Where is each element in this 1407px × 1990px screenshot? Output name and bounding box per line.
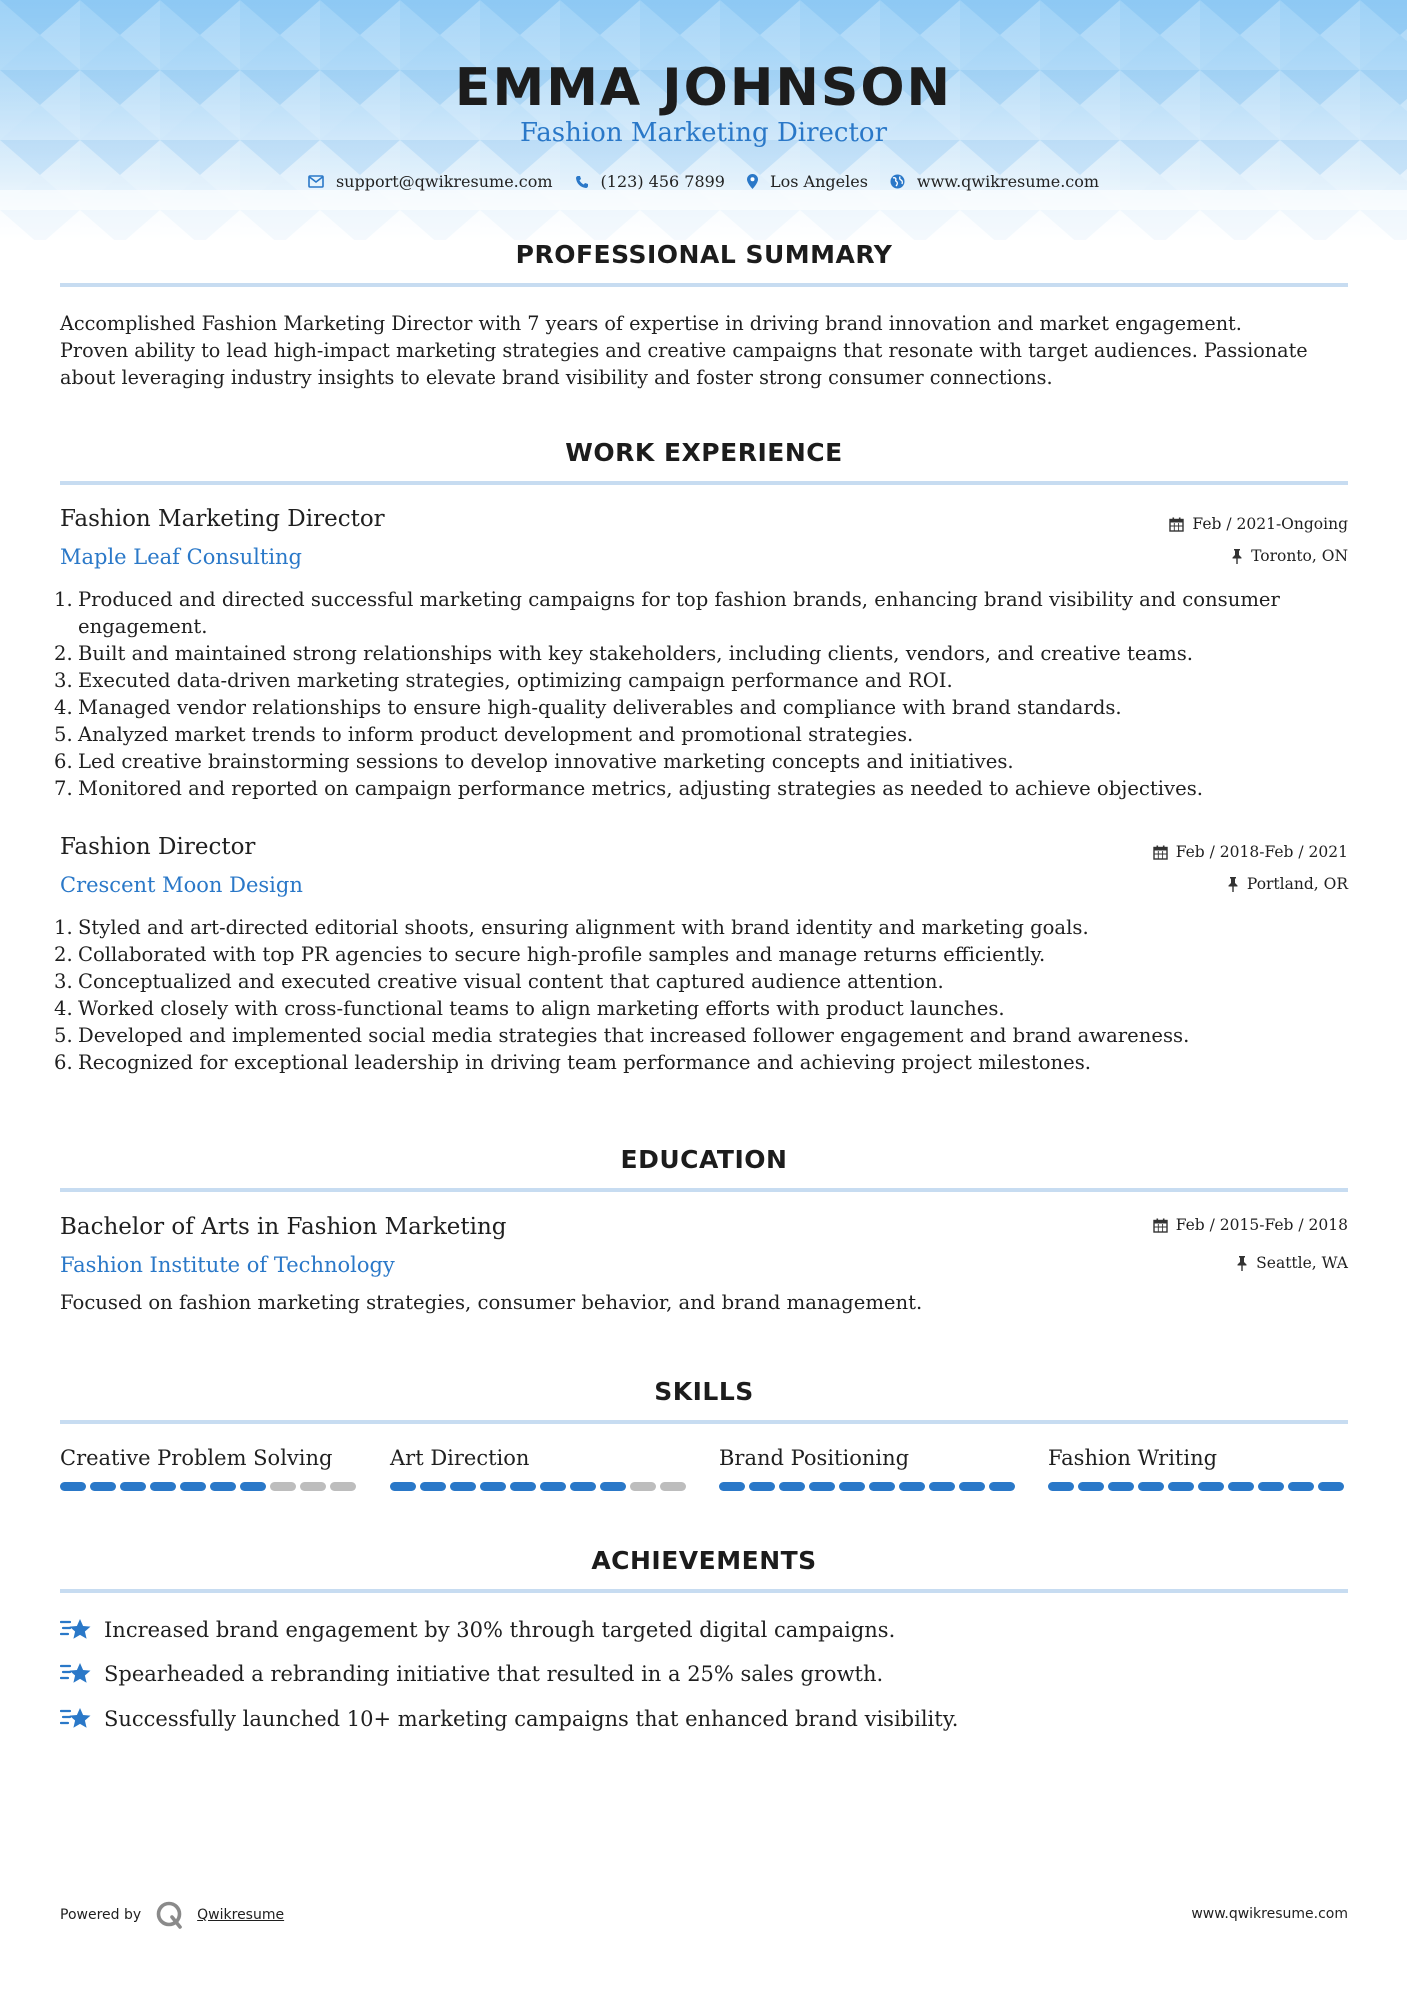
shooting-star-icon — [60, 1706, 92, 1732]
skill-segment-filled — [839, 1482, 865, 1491]
location-text: Toronto, ON — [1251, 547, 1348, 565]
phone-icon — [575, 175, 589, 189]
skill-segment-filled — [1078, 1482, 1104, 1491]
achievement-text: Increased brand engagement by 30% through targeted digital campaigns. — [104, 1618, 896, 1642]
skill-segment-filled — [719, 1482, 745, 1491]
skill-segment-filled — [180, 1482, 206, 1491]
list-item: 5. Analyzed market trends to inform product development and promotional strategies. — [54, 723, 914, 746]
candidate-name: EMMA JOHNSON — [454, 58, 953, 118]
skill-segment-filled — [1228, 1482, 1254, 1491]
skill-segment-filled — [60, 1482, 86, 1491]
skill-segment-filled — [929, 1482, 955, 1491]
skill-segment-filled — [120, 1482, 146, 1491]
skill-segment-filled — [809, 1482, 835, 1491]
skill-segment-empty — [270, 1482, 296, 1491]
location-text: Seattle, WA — [1256, 1254, 1348, 1272]
qwikresume-link[interactable]: Qwikresume — [197, 1907, 285, 1923]
education-dates — [1153, 1216, 1348, 1234]
pushpin-icon — [1227, 877, 1239, 892]
pushpin-icon — [1231, 549, 1243, 564]
skill-level-bar — [390, 1482, 690, 1491]
skill-segment-filled — [899, 1482, 925, 1491]
list-item: 1. Styled and art-directed editorial shoots, ensuring alignment with brand identity and marketing goals. — [54, 916, 1089, 939]
achievement-text: Successfully launched 10+ marketing campaigns that enhanced brand visibility. — [104, 1707, 959, 1731]
achievement-item — [60, 1617, 895, 1643]
skill-label: Art Direction — [390, 1446, 530, 1470]
calendar-icon — [1153, 845, 1168, 860]
education-description: Focused on fashion marketing strategies, consumer behavior, and brand management. — [60, 1291, 923, 1314]
skill-segment-filled — [1318, 1482, 1344, 1491]
skill-segment-filled — [1258, 1482, 1284, 1491]
list-item: 6. Led creative brainstorming sessions to develop innovative marketing concepts and initiatives. — [54, 750, 1014, 773]
achievements-heading: ACHIEVEMENTS — [591, 1546, 817, 1575]
contact-bar — [0, 172, 1407, 191]
skill-segment-filled — [1198, 1482, 1224, 1491]
job-dates — [1169, 515, 1348, 533]
phone-text: (123) 456 7899 — [600, 172, 725, 191]
job-duties-list — [54, 586, 1350, 802]
skill-segment-filled — [959, 1482, 985, 1491]
shooting-star-icon — [60, 1617, 92, 1643]
contact-location — [747, 172, 868, 191]
skill-level-bar — [60, 1482, 360, 1491]
skills-divider — [60, 1420, 1348, 1424]
list-item: 4. Managed vendor relationships to ensure high-quality deliverables and compliance with brand standards. — [54, 696, 1122, 719]
school-name: Fashion Institute of Technology — [60, 1253, 395, 1277]
skill-segment-filled — [420, 1482, 446, 1491]
list-item: 4. Worked closely with cross-functional teams to align marketing efforts with product launches. — [54, 997, 1005, 1020]
skill-segment-empty — [660, 1482, 686, 1491]
skill-segment-filled — [210, 1482, 236, 1491]
calendar-icon — [1169, 517, 1184, 532]
experience-heading: WORK EXPERIENCE — [565, 438, 843, 467]
job-location — [1227, 875, 1348, 893]
achievement-item — [60, 1661, 883, 1687]
summary-line: Proven ability to lead high-impact marketing strategies and creative campaigns that resonate with target audiences. Passionate — [60, 339, 1308, 362]
skill-segment-filled — [90, 1482, 116, 1491]
skill-segment-filled — [749, 1482, 775, 1491]
envelope-icon — [308, 175, 324, 188]
skill-segment-filled — [779, 1482, 805, 1491]
education-divider — [60, 1188, 1348, 1192]
location-text: Los Angeles — [769, 172, 868, 191]
list-item: 3. Conceptualized and executed creative visual content that captured audience attention. — [54, 970, 944, 993]
skill-item — [60, 1446, 360, 1491]
skill-item — [1048, 1446, 1348, 1491]
contact-email[interactable] — [308, 172, 553, 191]
list-item: 2. Built and maintained strong relationships with key stakeholders, including clients, vendors, and creative teams. — [54, 642, 1193, 665]
powered-by-label: Powered by — [60, 1907, 142, 1923]
job-company: Maple Leaf Consulting — [60, 545, 303, 569]
job-dates — [1153, 843, 1348, 861]
list-item: 2. Collaborated with top PR agencies to secure high-profile samples and manage returns efficiently. — [54, 943, 1046, 966]
skill-segment-filled — [450, 1482, 476, 1491]
footer-branding — [60, 1900, 284, 1930]
summary-divider — [60, 283, 1348, 287]
skill-level-bar — [1048, 1482, 1348, 1491]
achievement-text: Spearheaded a rebranding initiative that resulted in a 25% sales growth. — [104, 1662, 884, 1686]
job-location — [1231, 547, 1348, 565]
summary-text — [60, 310, 1350, 391]
email-text: support@qwikresume.com — [335, 172, 553, 191]
skill-segment-empty — [630, 1482, 656, 1491]
list-item: 1. Produced and directed successful marketing campaigns for top fashion brands, enhancing brand visibility and consumer engagement. — [54, 588, 1280, 638]
summary-line: about leveraging industry insights to elevate brand visibility and foster strong consumer connections. — [60, 366, 1053, 389]
skill-segment-filled — [510, 1482, 536, 1491]
skill-segment-filled — [540, 1482, 566, 1491]
skill-segment-filled — [869, 1482, 895, 1491]
skill-segment-empty — [300, 1482, 326, 1491]
qwikresume-logo-icon — [155, 1900, 185, 1930]
dates-text: Feb / 2018-Feb / 2021 — [1175, 843, 1348, 861]
list-item: 6. Recognized for exceptional leadership in driving team performance and achieving project milestones. — [54, 1051, 1092, 1074]
education-heading: EDUCATION — [620, 1145, 788, 1174]
skill-segment-filled — [1108, 1482, 1134, 1491]
footer-website-link[interactable]: www.qwikresume.com — [1191, 1906, 1348, 1922]
globe-icon — [890, 174, 905, 189]
skill-level-bar — [719, 1482, 1019, 1491]
candidate-title: Fashion Marketing Director — [519, 118, 888, 148]
skill-item — [719, 1446, 1019, 1491]
skill-segment-filled — [390, 1482, 416, 1491]
dates-text: Feb / 2021-Ongoing — [1192, 515, 1348, 533]
skill-segment-filled — [240, 1482, 266, 1491]
achievement-item — [60, 1706, 958, 1732]
pushpin-icon — [1236, 1256, 1248, 1271]
skill-segment-filled — [600, 1482, 626, 1491]
contact-website[interactable] — [890, 172, 1099, 191]
website-text: www.qwikresume.com — [916, 172, 1100, 191]
degree-title: Bachelor of Arts in Fashion Marketing — [60, 1214, 507, 1240]
list-item: 3. Executed data-driven marketing strategies, optimizing campaign performance and ROI. — [54, 669, 953, 692]
skill-segment-filled — [570, 1482, 596, 1491]
skill-segment-empty — [330, 1482, 356, 1491]
skill-segment-filled — [1168, 1482, 1194, 1491]
skill-segment-filled — [1048, 1482, 1074, 1491]
job-title: Fashion Marketing Director — [60, 506, 385, 532]
education-location — [1236, 1254, 1348, 1272]
contact-phone[interactable] — [575, 172, 725, 191]
summary-heading: PROFESSIONAL SUMMARY — [515, 240, 893, 269]
job-company: Crescent Moon Design — [60, 873, 303, 897]
calendar-icon — [1153, 1218, 1168, 1233]
map-marker-icon — [747, 174, 758, 189]
skill-segment-filled — [1138, 1482, 1164, 1491]
skill-segment-filled — [1288, 1482, 1314, 1491]
job-duties-list — [54, 914, 1350, 1076]
dates-text: Feb / 2015-Feb / 2018 — [1175, 1216, 1348, 1234]
location-text: Portland, OR — [1246, 875, 1348, 893]
skill-label: Brand Positioning — [719, 1446, 910, 1470]
achievements-divider — [60, 1589, 1348, 1593]
shooting-star-icon — [60, 1661, 92, 1687]
skills-heading: SKILLS — [654, 1377, 754, 1406]
list-item: 7. Monitored and reported on campaign performance metrics, adjusting strategies as needed to achieve objectives. — [54, 777, 1203, 800]
job-title: Fashion Director — [60, 834, 256, 860]
list-item: 5. Developed and implemented social media strategies that increased follower engagement and brand awareness. — [54, 1024, 1190, 1047]
skill-label: Fashion Writing — [1048, 1446, 1218, 1470]
experience-divider — [60, 481, 1348, 485]
skill-segment-filled — [989, 1482, 1015, 1491]
skill-item — [390, 1446, 690, 1491]
skill-segment-filled — [150, 1482, 176, 1491]
summary-line: Accomplished Fashion Marketing Director with 7 years of expertise in driving brand innovation and market engagement. — [60, 312, 1242, 335]
skill-label: Creative Problem Solving — [60, 1446, 333, 1470]
skill-segment-filled — [480, 1482, 506, 1491]
